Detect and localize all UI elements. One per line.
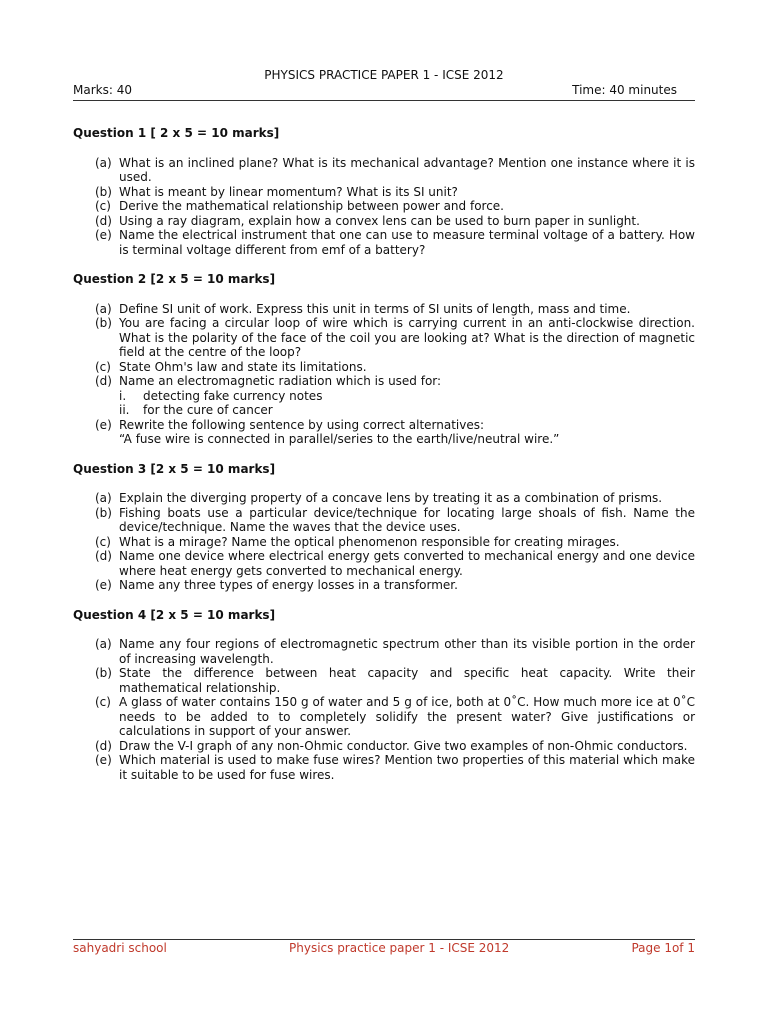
question-item [73,491,695,506]
time-label: Time: 40 minutes [572,83,677,97]
item-label: (b) [95,666,112,680]
question-block [73,126,695,257]
item-text-wrap [119,535,695,550]
item-label: (b) [95,184,112,199]
footer-school: sahyadri school [73,941,167,955]
item-text: Name the electrical instrument that one can use to measure terminal voltage of a battery. How is terminal voltage different from emf of a battery? [119,228,695,257]
item-text-wrap [119,491,695,506]
sub-item [119,389,695,404]
question-heading: Question 4 [2 x 5 = 10 marks] [73,607,276,622]
item-text: State the difference between heat capacity and specific heat capacity. Write their mathematical relationship. [119,666,695,695]
item-text: Draw the V-I graph of any non-Ohmic conductor. Give two examples of non-Ohmic conductors. [119,738,688,753]
item-text: Fishing boats use a particular device/technique for locating large shoals of fish. Name the device/technique. Name the waves that the device uses. [119,505,695,534]
item-label: (a) [95,491,112,505]
item-label: (b) [95,505,112,520]
question-item [73,549,695,578]
item-text: Name any three types of energy losses in a transformer. [119,578,458,592]
item-text: Which material is used to make fuse wires? Mention two properties of this material which make it suitable to be used for fuse wires. [119,753,695,782]
question-item [73,666,695,695]
item-text: Rewrite the following sentence by using correct alternatives: [119,417,485,432]
question-block [73,608,695,783]
header-divider [73,100,695,101]
question-block [73,272,695,447]
item-label: (a) [95,301,112,316]
item-quoted-sentence: “A fuse wire is connected in parallel/series to the earth/live/neutral wire.” [119,432,560,446]
question-item [73,316,695,360]
question-item [73,214,695,229]
item-text-wrap [119,418,695,447]
item-text-wrap [119,214,695,229]
item-text-wrap [119,578,695,593]
item-text-wrap [119,199,695,214]
question-item [73,695,695,739]
question-item [73,360,695,375]
question-block [73,462,695,593]
sub-item-text: detecting fake currency notes [143,388,323,403]
footer-paper-title: Physics practice paper 1 - ICSE 2012 [289,941,510,955]
paper-meta [73,83,677,97]
question-item [73,753,695,782]
question-item [73,302,695,317]
sub-item-text: for the cure of cancer [143,403,273,417]
item-text-wrap [119,302,695,317]
item-text-wrap [119,228,695,257]
item-label: (d) [95,213,112,228]
paper-title: PHYSICS PRACTICE PAPER 1 - ICSE 2012 [264,68,504,82]
question-item [73,156,695,185]
question-item [73,739,695,754]
item-text: State Ohm's law and state its limitations. [119,359,367,374]
item-text: Define SI unit of work. Express this unit in terms of SI units of length, mass and time. [119,301,631,316]
question-item [73,578,695,593]
item-text: Name any four regions of electromagnetic spectrum other than its visible portion in the order of increasing wavelength. [119,637,695,666]
question-item [73,228,695,257]
item-text: Name one device where electrical energy gets converted to mechanical energy and one device where heat energy gets converted to mechanical energy. [119,549,695,578]
item-label: (d) [95,738,112,753]
question-heading: Question 2 [2 x 5 = 10 marks] [73,272,276,286]
item-label: (e) [95,578,112,592]
item-label: (e) [95,417,112,432]
item-text-wrap [119,637,695,666]
item-label: (a) [95,637,112,651]
item-text: What is an inclined plane? What is its mechanical advantage? Mention one instance where it is used. [119,155,695,184]
item-text-wrap [119,316,695,360]
item-text-wrap [119,506,695,535]
footer-page-number: Page 1of 1 [631,941,695,955]
item-text: Explain the diverging property of a concave lens by treating it as a combination of prisms. [119,491,663,505]
item-text-wrap [119,374,695,418]
footer-divider [73,939,695,940]
question-item [73,199,695,214]
page-footer [73,941,695,955]
item-label: (d) [95,374,112,388]
item-text: Derive the mathematical relationship between power and force. [119,199,504,213]
item-text-wrap [119,666,695,695]
question-item [73,418,695,447]
question-item [73,374,695,418]
item-label: (c) [95,695,111,709]
item-label: (e) [95,228,112,242]
marks-label: Marks: 40 [73,83,132,97]
item-label: (e) [95,753,112,767]
item-text-wrap [119,695,695,739]
question-heading: Question 3 [2 x 5 = 10 marks] [73,461,276,476]
item-label: (d) [95,549,112,563]
item-label: (c) [95,359,111,374]
item-text-wrap [119,739,695,754]
item-text-wrap [119,360,695,375]
item-text-wrap [119,549,695,578]
question-item [73,506,695,535]
item-label: (c) [95,199,111,213]
question-item [73,637,695,666]
item-text: What is meant by linear momentum? What is its SI unit? [119,184,458,199]
question-heading: Question 1 [ 2 x 5 = 10 marks] [73,126,280,140]
item-label: (c) [95,534,111,549]
item-label: (a) [95,155,112,170]
question-item [73,535,695,550]
item-label: (b) [95,316,112,330]
item-text: You are facing a circular loop of wire which is carrying current in an anti-clockwise direction. What is the polarity of the face of the coil you are looking at? What is the direction of magnetic field at the centre of the loop? [119,316,695,359]
item-text: What is a mirage? Name the optical phenomenon responsible for creating mirages. [119,534,620,549]
sub-item-label: i. [119,388,127,403]
question-item [73,185,695,200]
questions-section [73,126,695,797]
sub-item-label: ii. [119,403,130,417]
item-text: Using a ray diagram, explain how a convex lens can be used to burn paper in sunlight. [119,213,640,228]
item-text-wrap [119,753,695,782]
item-text: A glass of water contains 150 g of water and 5 g of ice, both at 0˚C. How much more ice at 0˚C needs to be added to to completely solidify the present water? Give justifications or calculations in support of your answer. [119,695,695,738]
item-text-wrap [119,185,695,200]
sub-item [119,403,695,418]
item-text: Name an electromagnetic radiation which is used for: [119,374,442,388]
item-text-wrap [119,156,695,185]
